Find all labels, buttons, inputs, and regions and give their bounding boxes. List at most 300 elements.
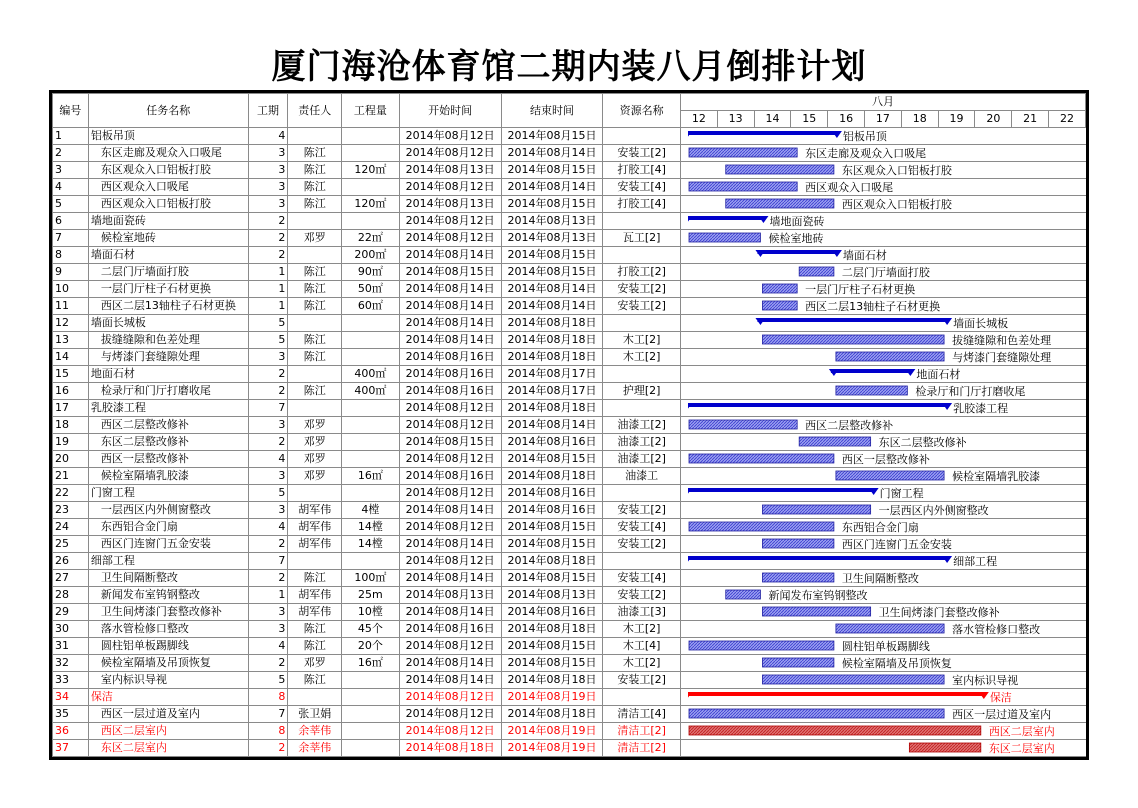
task-end: 2014年08月16日 [501, 485, 603, 502]
task-no: 12 [53, 315, 89, 332]
gantt-summary-bar [688, 403, 952, 410]
gantt-task-bar [762, 658, 833, 667]
gantt-task-bar [762, 675, 944, 684]
task-resource: 木工[2] [603, 655, 681, 672]
header-name: 任务名称 [88, 94, 248, 128]
task-no: 10 [53, 281, 89, 298]
task-duration: 2 [248, 740, 288, 757]
task-qty [342, 706, 400, 723]
gantt-task-bar [689, 420, 797, 429]
task-resource: 安装工[4] [603, 570, 681, 587]
day-header: 22 [1048, 111, 1085, 127]
task-resource [603, 400, 681, 417]
task-qty: 14樘 [342, 536, 400, 553]
gantt-task-bar [689, 641, 834, 650]
gantt-bar-label: 墙面石材 [842, 249, 887, 262]
task-end: 2014年08月14日 [501, 179, 603, 196]
task-end: 2014年08月15日 [501, 162, 603, 179]
task-resource [603, 553, 681, 570]
task-name: 落水管检修口整改 [88, 621, 248, 638]
task-start: 2014年08月12日 [399, 485, 501, 502]
task-qty [342, 689, 400, 706]
day-header: 18 [901, 111, 938, 127]
task-end: 2014年08月15日 [501, 247, 603, 264]
task-owner [288, 128, 342, 145]
task-duration: 4 [248, 128, 288, 145]
task-owner [288, 553, 342, 570]
task-resource: 油漆工[2] [603, 434, 681, 451]
task-name: 卫生间隔断整改 [88, 570, 248, 587]
task-no: 16 [53, 383, 89, 400]
task-no: 31 [53, 638, 89, 655]
day-header: 19 [938, 111, 975, 127]
gantt-bar-label: 墙面长城板 [953, 317, 1009, 330]
gantt-task-bar [689, 709, 944, 718]
task-qty: 100㎡ [342, 570, 400, 587]
task-qty [342, 349, 400, 366]
task-resource: 安装工[2] [603, 672, 681, 689]
gantt-task-bar [836, 471, 944, 480]
day-header: 13 [717, 111, 754, 127]
task-name: 检录厅和门厅打磨收尾 [88, 383, 248, 400]
task-end: 2014年08月19日 [501, 689, 603, 706]
gantt-bar-label: 西区一层整改修补 [841, 453, 930, 466]
task-no: 27 [53, 570, 89, 587]
task-resource: 安装工[2] [603, 587, 681, 604]
task-no: 35 [53, 706, 89, 723]
task-no: 25 [53, 536, 89, 553]
task-resource [603, 128, 681, 145]
gantt-bar-label: 门窗工程 [879, 487, 924, 500]
header-no: 编号 [53, 94, 89, 128]
task-start: 2014年08月16日 [399, 468, 501, 485]
task-no: 13 [53, 332, 89, 349]
gantt-task-bar [689, 148, 797, 157]
task-resource [603, 315, 681, 332]
gantt-summary-bar [755, 318, 952, 325]
task-name: 西区二层整改修补 [88, 417, 248, 434]
task-owner: 陈江 [288, 298, 342, 315]
task-name: 铝板吊顶 [88, 128, 248, 145]
task-owner: 陈江 [288, 162, 342, 179]
task-qty [342, 434, 400, 451]
gantt-bar-label: 地面石材 [916, 368, 961, 381]
task-qty [342, 179, 400, 196]
task-no: 28 [53, 587, 89, 604]
task-end: 2014年08月13日 [501, 587, 603, 604]
task-no: 34 [53, 689, 89, 706]
task-qty: 20个 [342, 638, 400, 655]
task-duration: 7 [248, 706, 288, 723]
task-duration: 4 [248, 638, 288, 655]
task-duration: 2 [248, 230, 288, 247]
task-qty [342, 315, 400, 332]
task-start: 2014年08月12日 [399, 553, 501, 570]
task-resource: 安装工[2] [603, 281, 681, 298]
task-owner [288, 366, 342, 383]
task-name: 候检室地砖 [88, 230, 248, 247]
task-duration: 8 [248, 689, 288, 706]
gantt-bar-label: 西区二层室内 [988, 725, 1055, 738]
task-resource: 安装工[2] [603, 536, 681, 553]
task-start: 2014年08月12日 [399, 689, 501, 706]
gantt-bar-label: 西区观众入口铝板打胶 [841, 198, 952, 211]
task-qty [342, 672, 400, 689]
task-qty: 4樘 [342, 502, 400, 519]
task-end: 2014年08月18日 [501, 706, 603, 723]
day-header: 16 [827, 111, 864, 127]
task-qty [342, 740, 400, 757]
task-no: 8 [53, 247, 89, 264]
task-resource: 安装工[4] [603, 179, 681, 196]
task-end: 2014年08月18日 [501, 400, 603, 417]
gantt-summary-bar [688, 488, 879, 495]
gantt-task-bar [762, 301, 797, 310]
task-duration: 5 [248, 485, 288, 502]
day-header: 12 [691, 112, 706, 125]
task-name: 西区观众入口铝板打胶 [88, 196, 248, 213]
task-duration: 3 [248, 162, 288, 179]
task-qty: 60㎡ [342, 298, 400, 315]
task-no: 24 [53, 519, 89, 536]
task-name: 西区二层13轴柱子石材更换 [88, 298, 248, 315]
task-owner: 陈江 [288, 179, 342, 196]
task-no: 22 [53, 485, 89, 502]
gantt-task-bar [726, 199, 834, 208]
task-end: 2014年08月14日 [501, 417, 603, 434]
task-qty: 45个 [342, 621, 400, 638]
task-duration: 2 [248, 213, 288, 230]
gantt-bar-label: 候检室隔墙及吊顶恢复 [841, 657, 952, 670]
task-duration: 7 [248, 553, 288, 570]
gantt-task-bar [762, 335, 944, 344]
task-end: 2014年08月18日 [501, 349, 603, 366]
gantt-summary-bar [688, 692, 989, 699]
task-owner: 陈江 [288, 196, 342, 213]
task-start: 2014年08月13日 [399, 587, 501, 604]
task-end: 2014年08月15日 [501, 128, 603, 145]
task-resource: 油漆工[2] [603, 451, 681, 468]
task-name: 一层门厅柱子石材更换 [88, 281, 248, 298]
header-end: 结束时间 [501, 94, 603, 128]
task-duration: 5 [248, 672, 288, 689]
task-qty: 400㎡ [342, 383, 400, 400]
gantt-bar-label: 东区二层整改修补 [878, 436, 967, 449]
task-resource [603, 213, 681, 230]
task-owner: 胡军伟 [288, 587, 342, 604]
task-qty: 22㎡ [342, 230, 400, 247]
gantt-bar-label: 东西铝合金门扇 [841, 521, 919, 534]
task-resource: 木工[4] [603, 638, 681, 655]
gantt-chart [688, 127, 1088, 761]
task-duration: 4 [248, 451, 288, 468]
gantt-task-bar [909, 743, 980, 752]
task-resource: 安装工[4] [603, 519, 681, 536]
task-qty: 10樘 [342, 604, 400, 621]
task-owner [288, 247, 342, 264]
task-no: 20 [53, 451, 89, 468]
task-duration: 8 [248, 723, 288, 740]
task-qty [342, 400, 400, 417]
task-start: 2014年08月12日 [399, 638, 501, 655]
task-name: 东区二层室内 [88, 740, 248, 757]
task-qty [342, 145, 400, 162]
task-start: 2014年08月16日 [399, 366, 501, 383]
task-no: 30 [53, 621, 89, 638]
gantt-task-bar [762, 284, 797, 293]
task-start: 2014年08月16日 [399, 383, 501, 400]
task-name: 卫生间烤漆门套整改修补 [88, 604, 248, 621]
gantt-bar-label: 保洁 [989, 691, 1012, 704]
task-name: 候检室隔墙及吊顶恢复 [88, 655, 248, 672]
task-duration: 1 [248, 281, 288, 298]
task-owner [288, 213, 342, 230]
task-start: 2014年08月12日 [399, 706, 501, 723]
task-duration: 3 [248, 196, 288, 213]
header-days [680, 111, 1085, 128]
task-owner: 陈江 [288, 638, 342, 655]
gantt-bar-label: 西区二层13轴柱子石材更换 [805, 300, 941, 313]
task-owner [288, 315, 342, 332]
task-end: 2014年08月18日 [501, 332, 603, 349]
task-no: 23 [53, 502, 89, 519]
task-end: 2014年08月18日 [501, 553, 603, 570]
header-month: 八月 [680, 94, 1085, 111]
task-name: 圆柱铝单板踢脚线 [88, 638, 248, 655]
header-duration: 工期 [248, 94, 288, 128]
gantt-task-bar [726, 165, 834, 174]
task-qty [342, 332, 400, 349]
task-resource: 安装工[2] [603, 145, 681, 162]
task-end: 2014年08月15日 [501, 196, 603, 213]
task-name: 新闻发布室钨钢整改 [88, 587, 248, 604]
task-name: 保洁 [88, 689, 248, 706]
task-name: 西区一层过道及室内 [88, 706, 248, 723]
task-end: 2014年08月16日 [501, 604, 603, 621]
task-qty: 25m [342, 587, 400, 604]
task-end: 2014年08月15日 [501, 264, 603, 281]
task-start: 2014年08月14日 [399, 536, 501, 553]
task-start: 2014年08月13日 [399, 196, 501, 213]
task-end: 2014年08月18日 [501, 315, 603, 332]
gantt-task-bar [689, 233, 760, 242]
task-resource: 打胶工[2] [603, 264, 681, 281]
task-end: 2014年08月14日 [501, 298, 603, 315]
gantt-bar-label: 东区二层室内 [988, 742, 1055, 755]
task-qty [342, 213, 400, 230]
gantt-bar-label: 卫生间隔断整改 [841, 572, 919, 585]
day-header: 17 [864, 111, 901, 127]
task-name: 西区门连窗门五金安装 [88, 536, 248, 553]
task-start: 2014年08月15日 [399, 264, 501, 281]
task-start: 2014年08月12日 [399, 519, 501, 536]
task-start: 2014年08月14日 [399, 672, 501, 689]
task-start: 2014年08月18日 [399, 740, 501, 757]
day-header: 20 [974, 111, 1011, 127]
task-end: 2014年08月16日 [501, 502, 603, 519]
task-qty: 200㎡ [342, 247, 400, 264]
task-start: 2014年08月12日 [399, 128, 501, 145]
task-start: 2014年08月12日 [399, 230, 501, 247]
task-start: 2014年08月14日 [399, 332, 501, 349]
task-resource: 安装工[2] [603, 502, 681, 519]
task-duration: 3 [248, 621, 288, 638]
gantt-task-bar [836, 352, 944, 361]
task-owner: 邓罗 [288, 417, 342, 434]
gantt-task-bar [689, 522, 834, 531]
task-start: 2014年08月12日 [399, 417, 501, 434]
gantt-bar-label: 东区走廊及观众入口吸尾 [805, 147, 927, 160]
gantt-bar-label: 细部工程 [953, 555, 998, 568]
task-end: 2014年08月16日 [501, 434, 603, 451]
task-duration: 3 [248, 604, 288, 621]
task-qty [342, 485, 400, 502]
task-duration: 5 [248, 332, 288, 349]
task-duration: 1 [248, 298, 288, 315]
task-start: 2014年08月12日 [399, 400, 501, 417]
task-name: 墙面长城板 [88, 315, 248, 332]
task-start: 2014年08月16日 [399, 621, 501, 638]
gantt-bar-label: 墙地面瓷砖 [769, 215, 825, 228]
task-resource: 木工[2] [603, 349, 681, 366]
task-end: 2014年08月15日 [501, 519, 603, 536]
task-no: 2 [53, 145, 89, 162]
task-duration: 3 [248, 145, 288, 162]
task-end: 2014年08月15日 [501, 655, 603, 672]
page-title: 厦门海沧体育馆二期内装八月倒排计划 [271, 47, 867, 87]
gantt-bar-label: 西区一层过道及室内 [952, 708, 1052, 721]
task-owner: 胡军伟 [288, 604, 342, 621]
task-start: 2014年08月12日 [399, 451, 501, 468]
task-duration: 2 [248, 383, 288, 400]
gantt-task-bar [799, 437, 870, 446]
gantt-task-bar [689, 726, 981, 735]
task-end: 2014年08月15日 [501, 451, 603, 468]
task-name: 室内标识导视 [88, 672, 248, 689]
task-resource: 油漆工 [603, 468, 681, 485]
task-owner: 张卫娟 [288, 706, 342, 723]
header-resource: 资源名称 [603, 94, 681, 128]
day-header: 14 [754, 111, 791, 127]
task-owner: 邓罗 [288, 451, 342, 468]
task-duration: 2 [248, 536, 288, 553]
gantt-summary-bar [829, 369, 915, 376]
task-end: 2014年08月13日 [501, 213, 603, 230]
gantt-task-bar [799, 267, 834, 276]
task-duration: 2 [248, 247, 288, 264]
task-name: 东区二层整改修补 [88, 434, 248, 451]
task-name: 东区观众入口铝板打胶 [88, 162, 248, 179]
task-name: 东西铝合金门扇 [88, 519, 248, 536]
gantt-bar-label: 西区门连窗门五金安装 [841, 538, 952, 551]
header-start: 开始时间 [399, 94, 501, 128]
task-resource: 清洁工[2] [603, 723, 681, 740]
task-qty [342, 723, 400, 740]
task-no: 14 [53, 349, 89, 366]
task-owner: 陈江 [288, 145, 342, 162]
task-owner: 胡军伟 [288, 502, 342, 519]
gantt-bar-label: 一层西区内外侧窗整改 [878, 504, 989, 517]
task-end: 2014年08月19日 [501, 723, 603, 740]
task-resource: 清洁工[2] [603, 740, 681, 757]
task-owner: 陈江 [288, 672, 342, 689]
task-name: 墙面石材 [88, 247, 248, 264]
gantt-bar-label: 乳胶漆工程 [953, 402, 1009, 415]
task-no: 18 [53, 417, 89, 434]
task-duration: 4 [248, 519, 288, 536]
gantt-bar-label: 候检室隔墙乳胶漆 [952, 470, 1041, 483]
gantt-task-bar [689, 182, 797, 191]
task-owner [288, 400, 342, 417]
task-start: 2014年08月14日 [399, 247, 501, 264]
task-qty: 50㎡ [342, 281, 400, 298]
task-owner: 陈江 [288, 349, 342, 366]
task-owner: 邓罗 [288, 655, 342, 672]
gantt-bar-label: 西区二层整改修补 [805, 419, 894, 432]
task-start: 2014年08月14日 [399, 604, 501, 621]
task-duration: 3 [248, 417, 288, 434]
gantt-bar-label: 东区观众入口铝板打胶 [841, 164, 952, 177]
task-resource [603, 247, 681, 264]
task-start: 2014年08月14日 [399, 281, 501, 298]
task-duration: 2 [248, 570, 288, 587]
gantt-summary-bar [688, 556, 952, 563]
task-resource: 木工[2] [603, 332, 681, 349]
task-qty: 120㎡ [342, 196, 400, 213]
task-name: 乳胶漆工程 [88, 400, 248, 417]
task-owner: 胡军伟 [288, 519, 342, 536]
task-end: 2014年08月13日 [501, 230, 603, 247]
task-no: 21 [53, 468, 89, 485]
gantt-bar-label: 铝板吊顶 [842, 130, 887, 143]
gantt-summary-bar [688, 131, 842, 138]
task-duration: 2 [248, 655, 288, 672]
task-qty: 16㎡ [342, 655, 400, 672]
task-name: 一层西区内外侧窗整改 [88, 502, 248, 519]
gantt-bar-label: 候检室地砖 [768, 232, 824, 245]
task-no: 4 [53, 179, 89, 196]
task-start: 2014年08月14日 [399, 570, 501, 587]
task-name: 门窗工程 [88, 485, 248, 502]
task-duration: 5 [248, 315, 288, 332]
gantt-task-bar [689, 454, 834, 463]
task-end: 2014年08月15日 [501, 570, 603, 587]
gantt-bar-label: 新闻发布室钨钢整改 [768, 589, 868, 602]
task-duration: 1 [248, 587, 288, 604]
task-owner: 余莘伟 [288, 723, 342, 740]
task-owner [288, 689, 342, 706]
task-qty [342, 128, 400, 145]
task-no: 17 [53, 400, 89, 417]
task-end: 2014年08月17日 [501, 383, 603, 400]
task-start: 2014年08月14日 [399, 298, 501, 315]
task-start: 2014年08月13日 [399, 162, 501, 179]
task-no: 1 [53, 128, 89, 145]
task-no: 37 [53, 740, 89, 757]
task-qty: 120㎡ [342, 162, 400, 179]
task-start: 2014年08月12日 [399, 179, 501, 196]
schedule-sheet [49, 90, 1089, 760]
task-start: 2014年08月14日 [399, 502, 501, 519]
task-owner: 陈江 [288, 264, 342, 281]
task-no: 32 [53, 655, 89, 672]
task-start: 2014年08月14日 [399, 315, 501, 332]
gantt-bar-label: 落水管检修口整改 [952, 623, 1041, 636]
task-name: 拔缝缝隙和色差处理 [88, 332, 248, 349]
task-end: 2014年08月14日 [501, 281, 603, 298]
gantt-task-bar [836, 386, 907, 395]
task-end: 2014年08月18日 [501, 468, 603, 485]
